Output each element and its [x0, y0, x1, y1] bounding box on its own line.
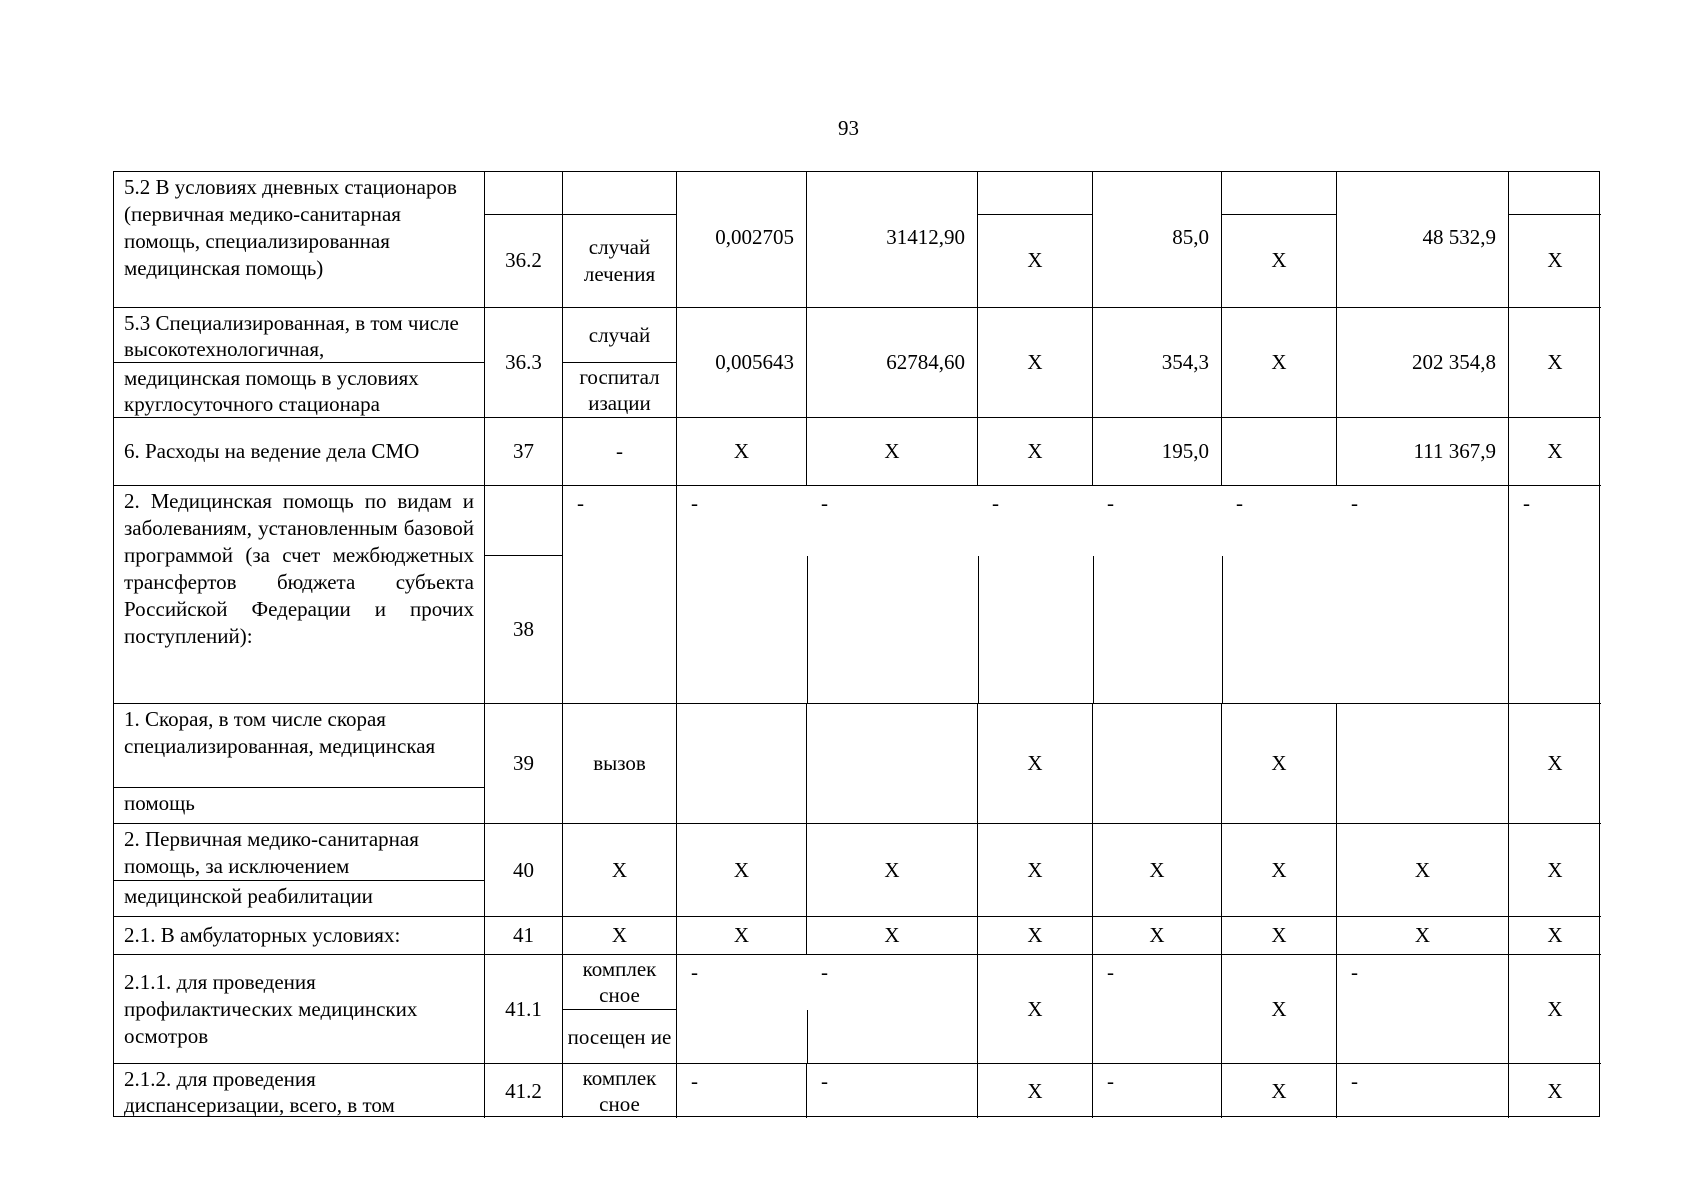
- row-2-c10: -: [1509, 486, 1601, 704]
- row-5-3-unit-a: случай: [563, 308, 677, 363]
- row-2-unit: -: [563, 486, 677, 704]
- row-2-1-2-unit: комплек сное: [563, 1064, 677, 1118]
- row-2-1-1-unit-a: комплек сное: [563, 955, 677, 1010]
- row-5-2-cost: 31412,90: [807, 172, 978, 308]
- row-2-name: 2. Медицинская помощь по видам и заболеваниям, установленным базовой программой (за счет межбюджетных трансфертов бюджета субъекта Российской Федерации и прочих поступлений):: [114, 486, 485, 704]
- row-2-1-1-unit-b: посещен ие: [563, 1010, 677, 1064]
- row-2p-c6: Х: [978, 824, 1093, 917]
- row-2-1-1-cost: -: [807, 955, 978, 1064]
- page-number: 93: [838, 116, 859, 140]
- row-2p-c8: Х: [1222, 824, 1337, 917]
- row-1-c9: [1337, 704, 1509, 824]
- row-5-2-c10-top: [1509, 172, 1601, 214]
- row-2-1-unit: Х: [563, 917, 677, 955]
- row-5-2-unit-top: [563, 172, 677, 214]
- row-6-c9: 111 367,9: [1337, 418, 1509, 486]
- row-2-1-1-c9: -: [1337, 955, 1509, 1064]
- row-6-c7: 195,0: [1093, 418, 1222, 486]
- row-2-1-2-c8: Х: [1222, 1064, 1337, 1118]
- row-2-1-1-c10: Х: [1509, 955, 1601, 1064]
- row-1-name-a: 1. Скорая, в том числе скорая специализированная, медицинская: [114, 704, 485, 788]
- row-1-c8: Х: [1222, 704, 1337, 824]
- row-5-3-c9: 202 354,8: [1337, 308, 1509, 418]
- row-2-1-2-c6: Х: [978, 1064, 1093, 1118]
- row-1-c7: [1093, 704, 1222, 824]
- row-5-3-c10: Х: [1509, 308, 1601, 418]
- row-1-cost: [807, 704, 978, 824]
- row-2-1-1-norm: -: [677, 955, 807, 1064]
- row-2-1-2-c7: -: [1093, 1064, 1222, 1118]
- row-5-2-c9: 48 532,9: [1337, 172, 1509, 308]
- row-2-1-norm: Х: [677, 917, 807, 955]
- row-5-2-name: 5.2 В условиях дневных стационаров (первичная медико-санитарная помощь, специализированная медицинская помощь): [114, 172, 485, 308]
- row-2-1-c10: Х: [1509, 917, 1601, 955]
- row-6-norm: Х: [677, 418, 807, 486]
- row-2p-c10: Х: [1509, 824, 1601, 917]
- row-5-2-c6-top: [978, 172, 1093, 214]
- row-2-norm: -: [677, 486, 807, 704]
- tariff-table: [113, 171, 1600, 1117]
- row-2-1-1-line: 41.1: [485, 955, 563, 1064]
- row-2-1-c9: Х: [1337, 917, 1509, 955]
- row-2-1-c7: Х: [1093, 917, 1222, 955]
- row-2p-norm: Х: [677, 824, 807, 917]
- row-1-line: 39: [485, 704, 563, 824]
- row-2-c8: -: [1222, 486, 1337, 704]
- row-6-unit: -: [563, 418, 677, 486]
- row-2p-name-b: медицинской реабилитации: [114, 881, 485, 917]
- row-5-3-line: 36.3: [485, 308, 563, 418]
- row-2p-line: 40: [485, 824, 563, 917]
- row-2-1-1-c7: -: [1093, 955, 1222, 1064]
- row-2-line-top: [485, 486, 563, 556]
- row-5-2-norm: 0,002705: [677, 172, 807, 308]
- row-5-3-c6: Х: [978, 308, 1093, 418]
- row-2-1-1-c8: Х: [1222, 955, 1337, 1064]
- row-2p-c7: Х: [1093, 824, 1222, 917]
- row-2-1-c6: Х: [978, 917, 1093, 955]
- row-5-3-cost: 62784,60: [807, 308, 978, 418]
- row-6-c8: [1222, 418, 1337, 486]
- row-2-1-line: 41: [485, 917, 563, 955]
- row-5-2-c7: 85,0: [1093, 172, 1222, 308]
- row-1-c6: Х: [978, 704, 1093, 824]
- row-2-1-name: 2.1. В амбулаторных условиях:: [114, 917, 485, 955]
- row-6-name: 6. Расходы на ведение дела СМО: [114, 418, 485, 486]
- row-1-unit: вызов: [563, 704, 677, 824]
- row-2-line: 38: [485, 556, 563, 704]
- row-1-name-b: помощь: [114, 788, 485, 824]
- row-6-c10: Х: [1509, 418, 1601, 486]
- row-2-1-2-name: 2.1.2. для проведения диспансеризации, всего, в том: [114, 1064, 485, 1118]
- row-1-c10: Х: [1509, 704, 1601, 824]
- row-5-2-c8: Х: [1222, 214, 1337, 308]
- row-2p-name-a: 2. Первичная медико-санитарная помощь, за исключением: [114, 824, 485, 881]
- row-5-2-unit: случай лечения: [563, 214, 677, 308]
- row-6-cost: Х: [807, 418, 978, 486]
- row-6-line: 37: [485, 418, 563, 486]
- row-5-3-norm: 0,005643: [677, 308, 807, 418]
- row-2-1-cost: Х: [807, 917, 978, 955]
- row-5-2-c10: Х: [1509, 214, 1601, 308]
- row-2-1-2-c10: Х: [1547, 1078, 1563, 1103]
- row-2-1-2-line: 41.2: [485, 1064, 563, 1118]
- row-2-1-2-cost: -: [807, 1064, 978, 1118]
- row-5-3-name-a: 5.3 Специализированная, в том числе высокотехнологичная,: [114, 308, 485, 363]
- row-5-2-line: 36.2: [485, 214, 563, 308]
- row-5-3-c8: Х: [1222, 308, 1337, 418]
- row-1-norm: [677, 704, 807, 824]
- row-2-c6: -: [978, 486, 1093, 704]
- row-5-3-unit-b: госпитал изации: [563, 363, 677, 418]
- row-2-1-2-c9: -: [1337, 1064, 1509, 1118]
- row-2-c9: -: [1337, 486, 1509, 704]
- row-2p-c9: Х: [1337, 824, 1509, 917]
- row-2-1-1-c6: Х: [978, 955, 1093, 1064]
- row-2-cost: -: [807, 486, 978, 704]
- row-6-c6: Х: [978, 418, 1093, 486]
- row-2-1-c8: Х: [1222, 917, 1337, 955]
- row-5-2-c6: Х: [978, 214, 1093, 308]
- row-2-1-2-norm: -: [677, 1064, 807, 1118]
- row-2p-cost: Х: [807, 824, 978, 917]
- row-5-3-c7: 354,3: [1093, 308, 1222, 418]
- row-2-1-1-name: 2.1.1. для проведения профилактических медицинских осмотров: [114, 955, 485, 1064]
- row-5-2-line-top: [485, 172, 563, 214]
- row-2-c7: -: [1093, 486, 1222, 704]
- row-5-3-name-b: медицинская помощь в условиях круглосуточного стационара: [114, 363, 485, 418]
- row-2p-unit: Х: [563, 824, 677, 917]
- row-5-2-c8-top: [1222, 172, 1337, 214]
